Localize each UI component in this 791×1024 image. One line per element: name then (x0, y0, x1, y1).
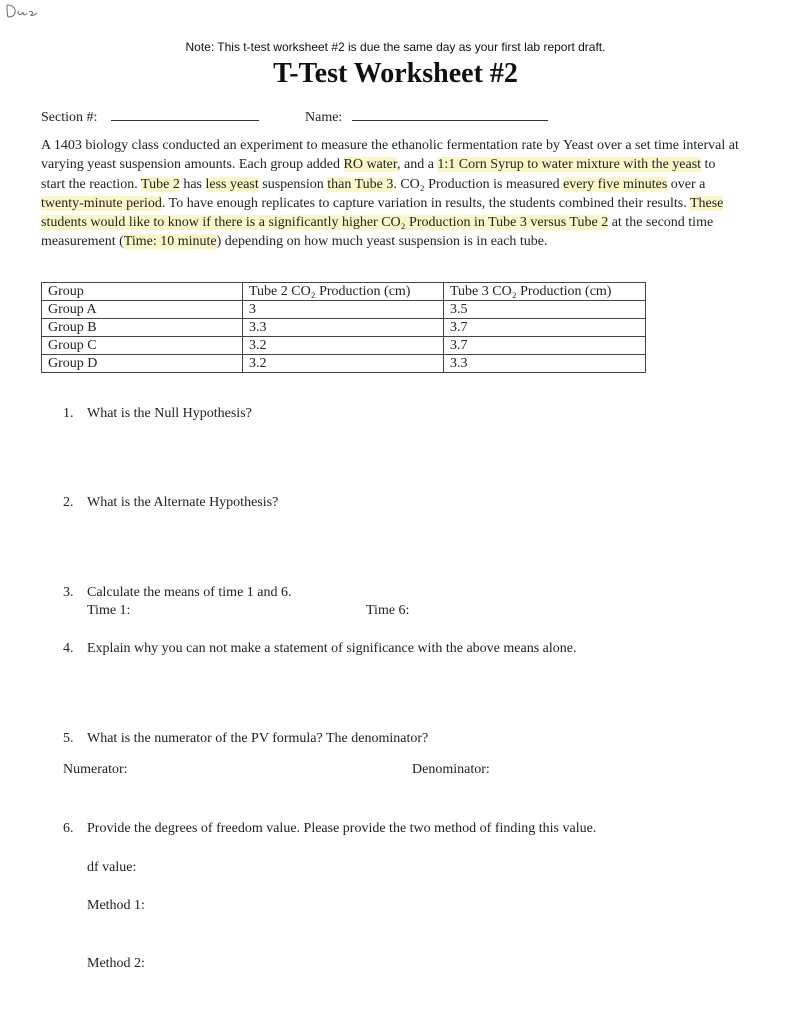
name-label: Name: (305, 110, 343, 125)
df-value-label: df value: (87, 860, 137, 875)
table-cell: Group A (42, 301, 243, 319)
table-row (42, 301, 646, 319)
time6-label: Time 6: (366, 603, 410, 618)
table-row (42, 319, 646, 337)
question-text: What is the numerator of the PV formula? The denominator? (87, 731, 429, 746)
section-label: Section #: (41, 110, 98, 125)
question-number: 1. (63, 406, 74, 421)
question-text: What is the Null Hypothesis? (87, 406, 252, 421)
due-note: Note: This t-test worksheet #2 is due the same day as your first lab report draft. (185, 40, 606, 54)
question-1 (63, 406, 252, 422)
question-number: 6. (63, 821, 74, 836)
question-number: 3. (63, 585, 74, 600)
table-header: Tube 2 CO₂ Production (cm) (243, 283, 444, 301)
table-cell: 3.7 (444, 319, 646, 337)
question-text: Provide the degrees of freedom value. Please provide the two method of finding this value. (87, 821, 597, 836)
table-header-row (42, 283, 646, 301)
handwritten-due-mark (4, 2, 44, 20)
table-cell: 3 (243, 301, 444, 319)
method1-label: Method 1: (87, 898, 145, 913)
question-3 (63, 585, 292, 601)
numerator-label: Numerator: (63, 762, 128, 777)
question-text: Calculate the means of time 1 and 6. (87, 585, 292, 600)
name-blank[interactable] (352, 108, 548, 121)
table-cell: 3.5 (444, 301, 646, 319)
question-5 (63, 731, 428, 747)
table-cell: Group B (42, 319, 243, 337)
table-row (42, 337, 646, 355)
question-text: What is the Alternate Hypothesis? (87, 495, 279, 510)
question-number: 5. (63, 731, 74, 746)
table-cell: 3.3 (444, 355, 646, 373)
table-cell: 3.7 (444, 337, 646, 355)
section-blank[interactable] (111, 108, 259, 121)
question-2 (63, 495, 278, 511)
question-number: 2. (63, 495, 74, 510)
table-header: Group (42, 283, 243, 301)
table-row (42, 355, 646, 373)
question-number: 4. (63, 641, 74, 656)
worksheet-title: T-Test Worksheet #2 (273, 58, 518, 89)
co2-data-table (41, 282, 646, 373)
table-cell: Group C (42, 337, 243, 355)
table-cell: 3.2 (243, 337, 444, 355)
table-header: Tube 3 CO₂ Production (cm) (444, 283, 646, 301)
time1-label: Time 1: (87, 603, 131, 618)
table-cell: 3.2 (243, 355, 444, 373)
method2-label: Method 2: (87, 956, 145, 971)
section-field (41, 108, 259, 126)
name-field (305, 108, 548, 126)
question-4 (63, 641, 576, 657)
table-cell: Group D (42, 355, 243, 373)
denominator-label: Denominator: (412, 762, 490, 777)
table-cell: 3.3 (243, 319, 444, 337)
question-6 (63, 821, 596, 837)
question-text: Explain why you can not make a statement of significance with the above means alone. (87, 641, 577, 656)
intro-paragraph: A 1403 biology class conducted an experiment to measure the ethanolic fermentation rate by Yeast over a set time interval at varying yeast suspension amounts. Each group added RO water, and a 1:1 Corn Syrup to water mixture with the yeast to start the reaction. Tube 2 has less yeast suspension than Tube 3. CO₂ Production is measured every five minutes over a twenty-minute period. To have enough replicates to capture variation in results, the students combined their results. These students would like to know if there is a significantly higher CO₂ Production in Tube 3 versus Tube 2 at the second time measurement (Time: 10 minute) depending on how much yeast suspension is in each tube. (41, 138, 739, 250)
